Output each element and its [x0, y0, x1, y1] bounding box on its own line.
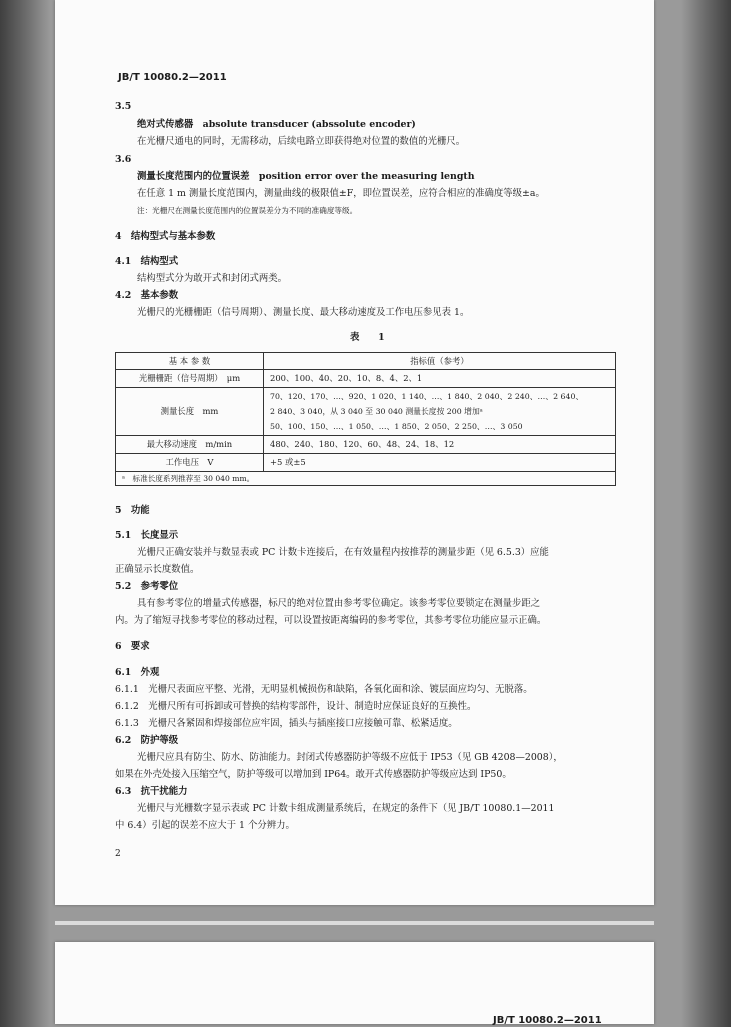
table-footnote: ᵃ 标准长度系列推荐至 30 040 mm。 [116, 472, 616, 486]
clause-6-1-heading: 6.1 外观 [115, 667, 160, 678]
clause-5-2-heading: 5.2 参考零位 [115, 581, 179, 592]
table-cell-parameter: 光栅栅距（信号周期） μm [116, 370, 264, 388]
clause-6-1-3: 6.1.3 光栅尺各紧固和焊接部位应牢固，插头与插座接口应接触可靠、松紧适度。 [115, 718, 458, 729]
clause-4-2-heading: 4.2 基本参数 [115, 290, 179, 301]
table-cell-line: 480、240、180、120、60、48、24、18、12 [270, 439, 455, 449]
clause-6-3-text-line-2: 中 6.4）引起的误差不应大于 1 个分辨力。 [115, 820, 295, 831]
clause-5-1-heading: 5.1 长度显示 [115, 530, 179, 541]
clause-4-1-text: 结构型式分为敢开式和封闭式两类。 [137, 273, 288, 284]
table-cell-value [264, 388, 616, 436]
page-2-header-code: JB/T 10080.2—2011 [493, 1015, 602, 1026]
table-header-value: 指标值（参考） [264, 353, 616, 370]
table-cell-value [264, 454, 616, 472]
table-cell-line: 200、100、40、20、10、8、4、2、1 [270, 373, 423, 383]
clause-6-2-text-line-1: 光栅尺应具有防尘、防水、防油能力。封闭式传感器防护等级不应低于 IP53（见 GB 4208—2008）， [137, 752, 563, 763]
clause-5-2-text-line-2: 内。为了缩短寻找参考零位的移动过程，可以设置按距离编码的参考零位，其参考零位功能应显示正确。 [115, 615, 547, 626]
table-cell-parameter: 测量长度 mm [116, 388, 264, 436]
clause-6-2-heading: 6.2 防护等级 [115, 735, 179, 746]
table-cell-parameter: 最大移动速度 m/min [116, 436, 264, 454]
clause-3-5-definition: 在光栅尺通电的同时，无需移动，后续电路立即获得绝对位置的数值的光栅尺。 [137, 136, 466, 147]
table-1-caption: 表 1 [350, 332, 385, 343]
table-footnote-row [116, 472, 616, 486]
table-row [116, 388, 616, 436]
clause-3-5-term-en: absolute transducer (abssolute encoder) [202, 119, 416, 130]
table-cell-parameter: 工作电压 V [116, 454, 264, 472]
clause-6-3-heading: 6.3 抗干扰能力 [115, 786, 188, 797]
page-header-code: JB/T 10080.2—2011 [118, 72, 227, 83]
clause-3-6-definition: 在任意 1 m 测量长度范围内，测量曲线的极限值±F，即位置误差，应符合相应的准确度等级±a。 [137, 188, 545, 199]
table-cell-line: +5 或±5 [270, 457, 306, 467]
document-page-1 [55, 0, 654, 905]
page-number: 2 [115, 849, 121, 859]
clause-3-6-number: 3.6 [115, 154, 132, 165]
clause-3-5-number: 3.5 [115, 101, 132, 112]
table-row [116, 436, 616, 454]
parameter-table [115, 352, 616, 486]
clause-3-6-term-en: position error over the measuring length [258, 171, 475, 182]
table-cell-line: 70、120、170、…、920、1 020、1 140、…、1 840、2 040、2 240、…、2 640、 [270, 392, 584, 401]
clause-6-1-2: 6.1.2 光栅尺所有可拆卸或可替换的结构零部件，设计、制造时应保证良好的互换性。 [115, 701, 477, 712]
table-cell-value [264, 370, 616, 388]
table-row [116, 370, 616, 388]
clause-3-5-term-zh: 绝对式传感器 [137, 119, 194, 130]
clause-6-3-text-line-1: 光栅尺与光栅数字显示表或 PC 计数卡组成测量系统后，在规定的条件下（见 JB/T 10080.1—2011 [137, 803, 555, 814]
table-cell-line: 2 840、3 040，从 3 040 至 30 040 测量长度按 200 增加ᵃ [270, 407, 483, 416]
clause-4-1-heading: 4.1 结构型式 [115, 256, 179, 267]
clause-6-2-text-line-2: 如果在外壳处接入压缩空气，防护等级可以增加到 IP64。敢开式传感器防护等级应达到 IP50。 [115, 769, 512, 780]
document-page-2 [55, 942, 654, 1024]
page-separator [55, 921, 654, 925]
table-header-row [116, 353, 616, 370]
clause-5-1-text-line-2: 正确显示长度数值。 [115, 564, 200, 575]
section-6-heading: 6 要求 [115, 641, 150, 652]
clause-3-6-note: 注：光栅尺在测量长度范围内的位置误差分为不同的准确度等级。 [137, 206, 358, 215]
clause-5-1-text-line-1: 光栅尺正确安装并与数显表或 PC 计数卡连接后，在有效量程内按推荐的测量步距（见 6.5.3）应能 [137, 547, 549, 558]
table-cell-value [264, 436, 616, 454]
clause-3-6-term [137, 171, 475, 183]
table-header-parameter: 基 本 参 数 [116, 353, 264, 370]
section-5-heading: 5 功能 [115, 505, 150, 516]
table-cell-line: 50、100、150、…、1 050、…、1 850、2 050、2 250、…、3 050 [270, 422, 523, 431]
section-4-heading: 4 结构型式与基本参数 [115, 231, 216, 242]
clause-5-2-text-line-1: 具有参考零位的增量式传感器，标尺的绝对位置由参考零位确定。该参考零位要锁定在测量步距之 [137, 598, 541, 609]
clause-6-1-1: 6.1.1 光栅尺表面应平整、光滑，无明显机械损伤和缺陷，各氧化面和涂、镀层面应均匀、无脱落。 [115, 684, 533, 695]
clause-4-2-text: 光栅尺的光栅栅距（信号周期）、测量长度、最大移动速度及工作电压参见表 1。 [137, 307, 470, 318]
table-row [116, 454, 616, 472]
clause-3-5-term [137, 119, 416, 131]
clause-3-6-term-zh: 测量长度范围内的位置误差 [137, 171, 250, 182]
